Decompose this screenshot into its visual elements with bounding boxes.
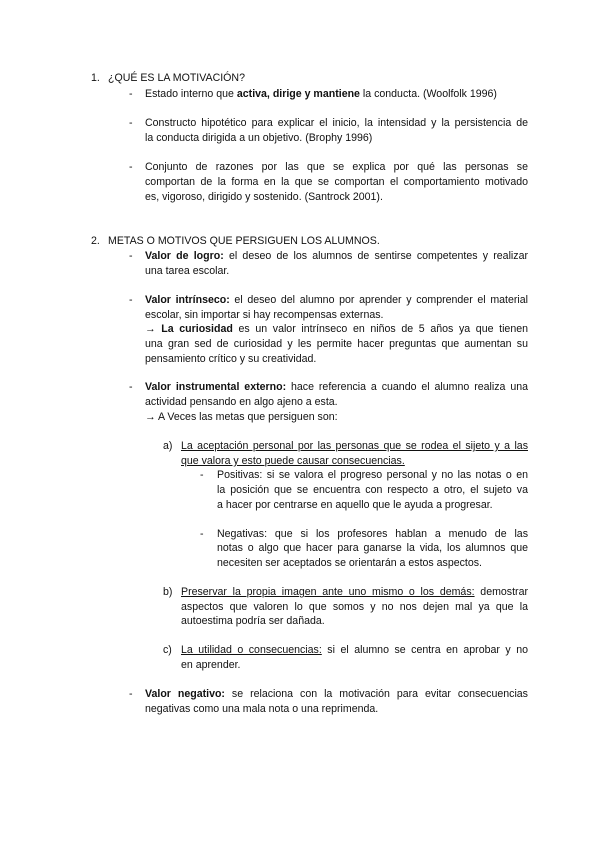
definition-santrock-line: Conjunto de razones por las que se explica por qué las personas se	[145, 161, 528, 173]
positivas-line: a hacer por centrarse en aquello que le ayuda a progresar.	[217, 499, 493, 511]
valor-instrumental-line: Valor instrumental externo: hace referencia a cuando el alumno realiza una	[145, 381, 528, 393]
item-a-label: a)	[163, 440, 173, 452]
valor-negativo-line: negativas como una mala nota o una reprimenda.	[145, 703, 379, 715]
bullet-dash: -	[129, 250, 133, 262]
item-b-line: Preservar la propia imagen ante uno mismo o los demás: demostrar	[181, 586, 528, 598]
item-c-label: c)	[163, 644, 172, 656]
valor-logro-line: Valor de logro: el deseo de los alumnos de sentirse competentes y realizar	[145, 250, 528, 262]
item-c-line: en aprender.	[181, 659, 241, 671]
valor-instrumental-line: actividad pensando en algo ajeno a esta.	[145, 396, 338, 408]
valor-intrinseco-line: Valor intrínseco: el deseo del alumno por aprender y comprender el material	[145, 294, 528, 306]
curiosidad-line: una gran sed de curiosidad y les permite hacer preguntas que aumentan su	[145, 338, 528, 350]
item-a-line: La aceptación personal por las personas que se rodea el sijeto y a las	[181, 440, 528, 452]
definition-brophy-line: la conducta dirigida a un objetivo. (Brophy 1996)	[145, 132, 373, 144]
item-b-label: b)	[163, 586, 173, 598]
bullet-dash: -	[129, 688, 133, 700]
bullet-dash: -	[129, 161, 133, 173]
section-2-number: 2.	[91, 235, 100, 247]
curiosidad-line: → La curiosidad es un valor intrínseco en niños de 5 años ya que tienen	[145, 323, 529, 335]
definition-woolfolk: Estado interno que activa, dirige y mantiene la conducta. (Woolfolk 1996)	[145, 88, 497, 100]
bullet-dash: -	[129, 88, 133, 100]
item-a-line: que valora y esto puede causar consecuencias.	[181, 455, 405, 467]
definition-brophy-line: Constructo hipotético para explicar el inicio, la intensidad y la persistencia de	[145, 117, 528, 129]
section-1-number: 1.	[91, 72, 100, 84]
bullet-dash: -	[200, 528, 204, 540]
item-c-line: La utilidad o consecuencias: si el alumno se centra en aprobar y no	[181, 644, 528, 656]
metas-intro-line: → A Veces las metas que persiguen son:	[145, 411, 338, 423]
bullet-dash: -	[129, 294, 133, 306]
negativas-line: necesiten ser aceptados se orientarán a estos aspectos.	[217, 557, 483, 569]
negativas-line: notas o algo que hacer para ganarse la vida, los alumnos que	[217, 542, 528, 554]
section-1-heading: ¿QUÉ ES LA MOTIVACIÓN?	[108, 72, 245, 84]
bullet-dash: -	[129, 381, 133, 393]
bullet-dash: -	[200, 469, 204, 481]
definition-santrock-line: comportan de la forma en la que se comportan el comportamiento motivado	[145, 176, 528, 188]
section-2-heading: METAS O MOTIVOS QUE PERSIGUEN LOS ALUMNOS.	[108, 235, 380, 247]
negativas-line: Negativas: que si los profesores hablan a menudo de las	[217, 528, 528, 540]
item-b-line: autoestima podría ser dañada.	[181, 615, 325, 627]
valor-negativo-line: Valor negativo: se relaciona con la motivación para evitar consecuencias	[145, 688, 528, 700]
positivas-line: la posición que se encuentra con respecto a otro, el sujeto va	[217, 484, 528, 496]
curiosidad-line: pensamiento crítico y su creatividad.	[145, 353, 317, 365]
valor-intrinseco-line: escolar, sin importar si hay recompensas externas.	[145, 309, 384, 321]
definition-santrock-line: es, vigoroso, dirigido y sostenido. (Santrock 2001).	[145, 191, 383, 203]
valor-logro-line: una tarea escolar.	[145, 265, 230, 277]
positivas-line: Positivas: si se valora el progreso personal y no las notas o en	[217, 469, 528, 481]
bullet-dash: -	[129, 117, 133, 129]
item-b-line: aspectos que valoren lo que somos y no nos dejen mal ya que la	[181, 601, 528, 613]
